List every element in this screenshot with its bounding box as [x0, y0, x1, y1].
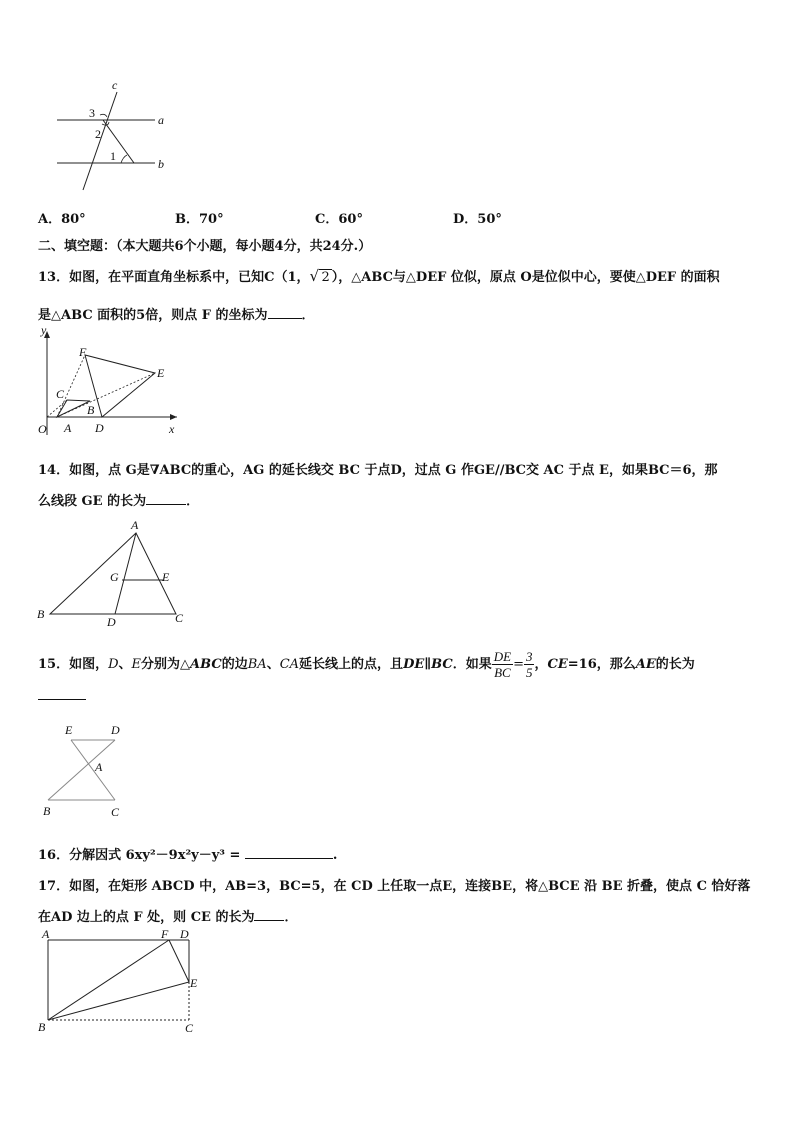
q12-label-a: a [158, 113, 164, 127]
q14-figure [33, 518, 193, 630]
q13-text: ． [301, 308, 315, 323]
q15-var: ABC [190, 657, 222, 672]
q14-text: ． [186, 494, 200, 509]
q12-option-d [453, 208, 502, 227]
q15-label-c: C [111, 805, 120, 819]
q13-label-f: F [79, 345, 87, 359]
q17-line-1: 17．如图，在矩形 ABCD 中，AB=3，BC=5，在 CD 上任取一点E，连接BE，将△BCE 沿 BE 折叠，使点 C 恰好落 [38, 879, 751, 894]
fraction-numerator: 3 [525, 649, 533, 664]
q15-text: 分别为△ [141, 657, 191, 672]
option-value: 60° [338, 212, 363, 227]
q12-label-2: 2 [95, 127, 101, 141]
q12-option-c [315, 208, 363, 227]
q17-line-2 [38, 906, 298, 925]
answer-blank[interactable] [268, 307, 302, 319]
q13-text: 是△ABC 面积的5倍，则点 F 的坐标为 [38, 308, 268, 323]
q13-label-b: B [87, 403, 95, 417]
q15-label-d: D [111, 723, 120, 737]
q15-var: BA [247, 657, 267, 672]
equals-sign: = [513, 657, 524, 672]
sqrt-value: 2 [321, 270, 330, 285]
q13-label-a: A [64, 421, 72, 435]
q13-text: ），△ABC与△DEF 位似，原点 O是位似中心，要使△DEF 的面积 [331, 270, 720, 285]
section-title: 二、填空题：（本大题共6个小题，每小题4分，共24分.） [38, 239, 372, 254]
q15-text: =16，那么 [567, 657, 636, 672]
q12-option-b [175, 208, 224, 227]
q14-label-d: D [107, 615, 116, 629]
answer-blank[interactable] [146, 493, 186, 505]
answer-blank[interactable] [38, 699, 86, 700]
q13-label-d: D [95, 421, 104, 435]
q14-label-b: B [37, 607, 45, 621]
q14-label-g: G [110, 570, 119, 584]
q13-label-y: y [41, 325, 47, 337]
q15-text: 、 [266, 657, 280, 672]
q16-text: . [332, 848, 338, 863]
q17-label-e: E [190, 976, 198, 990]
option-letter: B． [175, 212, 199, 227]
q13-figure [35, 325, 185, 440]
q17-text: ． [284, 910, 298, 925]
q13-label-c: C [56, 387, 65, 401]
q15-label-b: B [43, 804, 51, 818]
q12-label-1: 1 [110, 149, 116, 163]
q13-line-2 [38, 304, 315, 323]
q13-label-e: E [157, 366, 165, 380]
q15-label-e: E [65, 723, 73, 737]
q15-text: 15．如图， [38, 657, 109, 672]
q12-option-a [38, 208, 86, 227]
q15-text: ， [534, 657, 548, 672]
q17-figure [36, 926, 206, 1036]
sqrt-expression: √ 2 [309, 267, 330, 285]
q17-label-a: A [42, 927, 50, 941]
fraction-denominator: 5 [525, 665, 533, 680]
fraction-denominator: BC [494, 665, 511, 680]
q15-label-a: A [95, 760, 103, 774]
q15-text: 、 [118, 657, 132, 672]
q15-text: 的边 [221, 657, 248, 672]
fraction-3-5 [524, 649, 535, 680]
q12-label-3: 3 [89, 106, 95, 120]
q12-figure [55, 80, 175, 195]
q13-label-o: O [38, 422, 47, 436]
q12-label-b: b [158, 157, 164, 171]
q16-text: 16．分解因式 6xy²－9x²y－y³ = [38, 848, 241, 863]
q15-line-1 [38, 649, 695, 680]
q17-label-b: B [38, 1020, 46, 1034]
fraction-de-bc [492, 649, 513, 680]
q15-text: 的长为 [655, 657, 695, 672]
option-letter: D． [453, 212, 478, 227]
fraction-numerator: DE [493, 649, 512, 664]
q13-text: 13．如图，在平面直角坐标系中，已知C（1， [38, 270, 310, 285]
q17-label-c: C [185, 1021, 194, 1035]
q14-line-2 [38, 490, 199, 509]
option-letter: A． [38, 212, 62, 227]
q15-text: 延长线上的点，且 [299, 657, 404, 672]
option-letter: C． [315, 212, 339, 227]
q16-line [38, 844, 337, 863]
q15-text: ．如果 [452, 657, 492, 672]
q15-var: DE∥BC [403, 657, 453, 672]
q17-label-d: D [180, 927, 189, 941]
option-value: 70° [199, 212, 224, 227]
q15-figure [38, 720, 138, 822]
answer-blank[interactable] [245, 847, 333, 859]
q15-var: CA [279, 657, 300, 672]
q15-var: CE [547, 657, 568, 672]
option-value: 50° [477, 212, 502, 227]
q15-var: D [108, 657, 119, 672]
q14-label-a: A [131, 518, 139, 532]
q17-label-f: F [161, 927, 169, 941]
q14-text: 么线段 GE 的长为 [38, 494, 147, 509]
answer-blank[interactable] [254, 909, 284, 921]
q15-var: E [131, 657, 142, 672]
q13-label-x: x [169, 422, 175, 436]
q14-line-1: 14．如图，点 G是∇ABC的重心，AG 的延长线交 BC 于点D，过点 G 作GE//BC交 AC 于点 E，如果BC＝6，那 [38, 463, 718, 478]
option-value: 80° [61, 212, 86, 227]
q14-label-e: E [162, 570, 170, 584]
q17-text: 在AD 边上的点 F 处，则 CE 的长为 [38, 910, 255, 925]
q15-var: AE [635, 657, 656, 672]
q13-line-1 [38, 266, 720, 285]
q12-label-c: c [112, 80, 118, 92]
q14-label-c: C [175, 611, 184, 625]
